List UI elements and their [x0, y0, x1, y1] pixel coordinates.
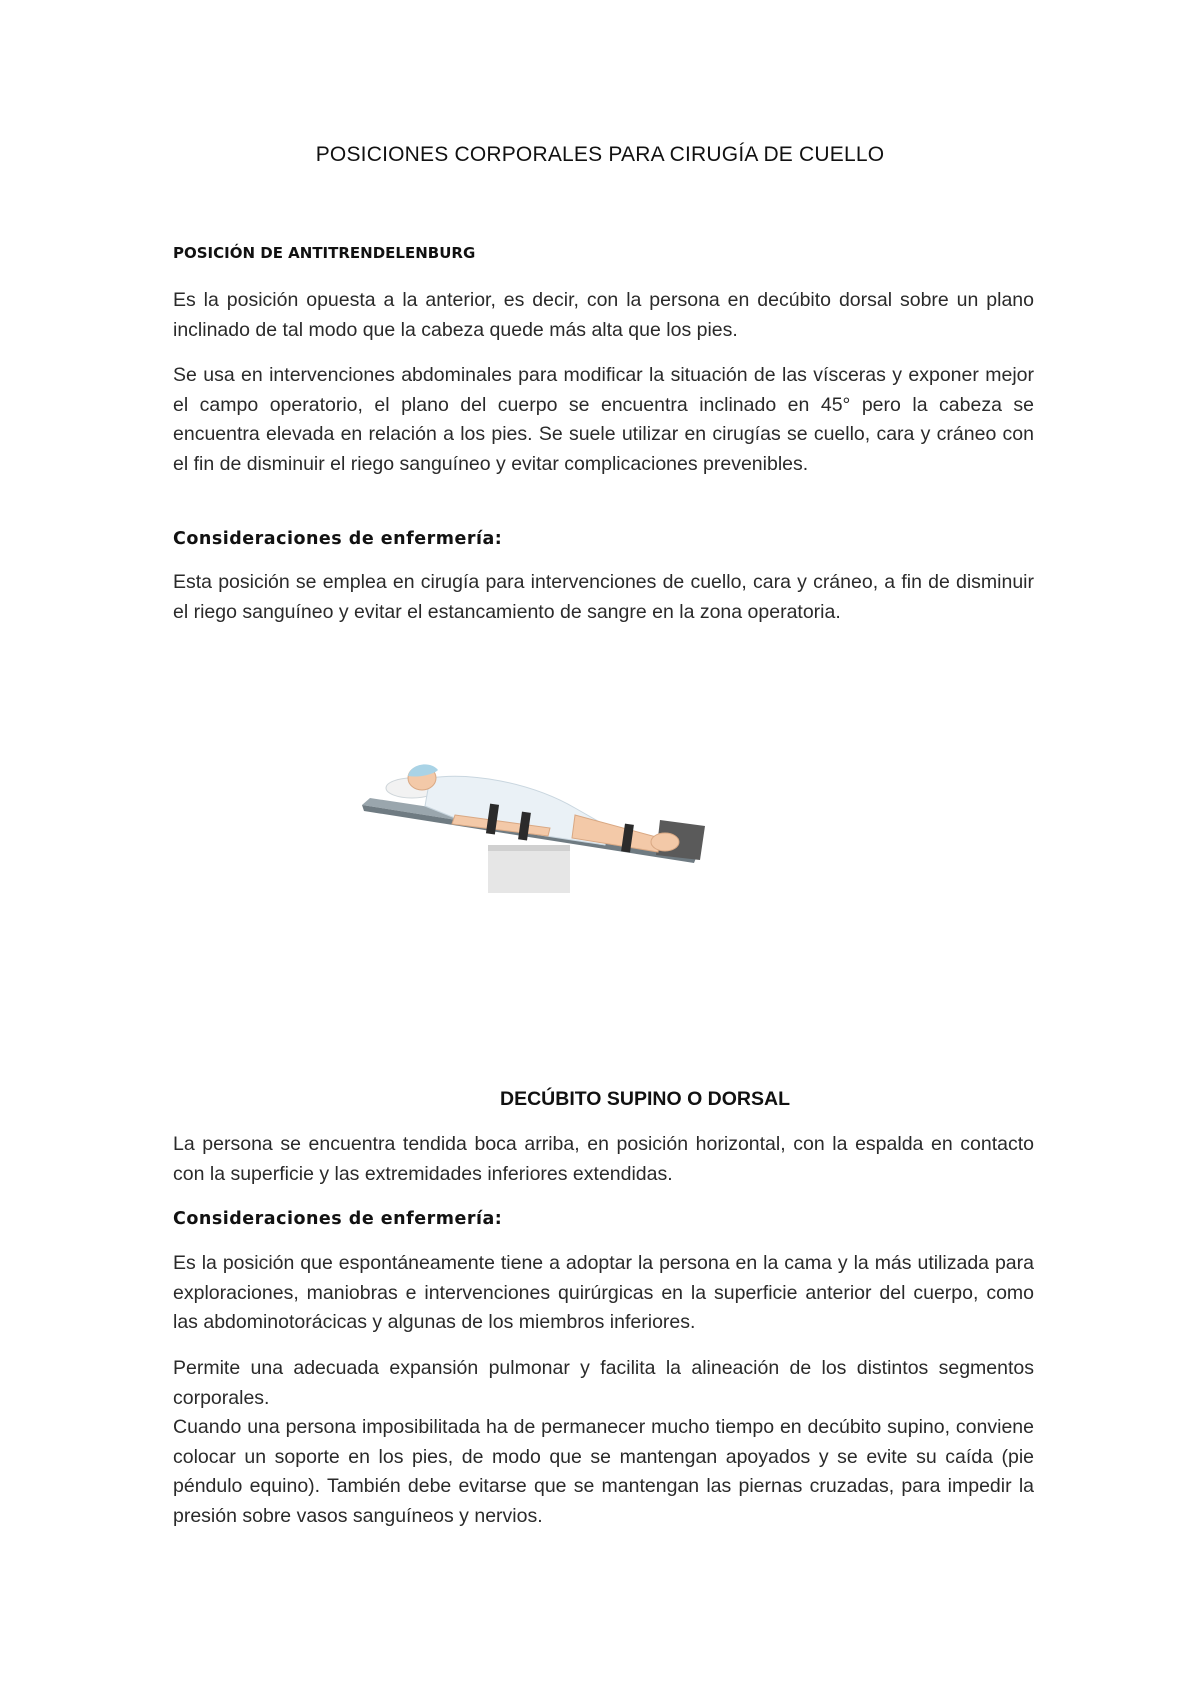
section-heading-antitrendelenburg: POSICIÓN DE ANTITRENDELENBURG [173, 244, 476, 262]
considerations-heading-1: Consideraciones de enfermería: [173, 529, 503, 549]
paragraph-antitrendelenburg-considerations: Esta posición se emplea en cirugía para intervenciones de cuello, cara y cráneo, a fin de disminuir el riego sanguíneo y evitar el estancamiento de sangre en la zona operatoria. [173, 571, 1034, 623]
paragraph-supino-alignment: Permite una adecuada expansión pulmonar y facilita la alineación de los distintos segmentos corporales. [173, 1357, 1034, 1409]
paragraph-supino-definition: La persona se encuentra tendida boca arriba, en posición horizontal, con la espalda en contacto con la superficie y las extremidades inferiores extendidas. [173, 1133, 1034, 1185]
document-title: POSICIONES CORPORALES PARA CIRUGÍA DE CUELLO [315, 143, 885, 166]
paragraph-supino-considerations: Es la posición que espontáneamente tiene a adoptar la persona en la cama y la más utilizada para exploraciones, maniobras e intervenciones quirúrgicas en la superficie anterior del cuerpo, como las abdominotorácicas y algunas de los miembros inferiores. [173, 1252, 1034, 1333]
considerations-heading-2: Consideraciones de enfermería: [173, 1209, 503, 1229]
section-heading-decubito-supino: DECÚBITO SUPINO O DORSAL [500, 1088, 790, 1110]
paragraph-supino-care: Cuando una persona imposibilitada ha de permanecer mucho tiempo en decúbito supino, conviene colocar un soporte en los pies, de modo que se mantengan apoyados y se evite su caída (pie péndulo equino). También debe evitarse que se mantengan las piernas cruzadas, para impedir la presión sobre vasos sanguíneos y nervios. [173, 1416, 1034, 1527]
table-pedestal [488, 845, 570, 893]
paragraph-antitrendelenburg-uses: Se usa en intervenciones abdominales para modificar la situación de las vísceras y exponer mejor el campo operatorio, el plano del cuerpo se encuentra inclinado en 45° pero la cabeza se encuentra elevada en relación a los pies. Se suele utilizar en cirugías se cuello, cara y cráneo con el fin de disminuir el riego sanguíneo y evitar complicaciones prevenibles. [173, 364, 1034, 475]
patient-on-inclined-table-illustration [360, 760, 740, 895]
paragraph-antitrendelenburg-definition: Es la posición opuesta a la anterior, es decir, con la persona en decúbito dorsal sobre un plano inclinado de tal modo que la cabeza quede más alta que los pies. [173, 289, 1034, 341]
